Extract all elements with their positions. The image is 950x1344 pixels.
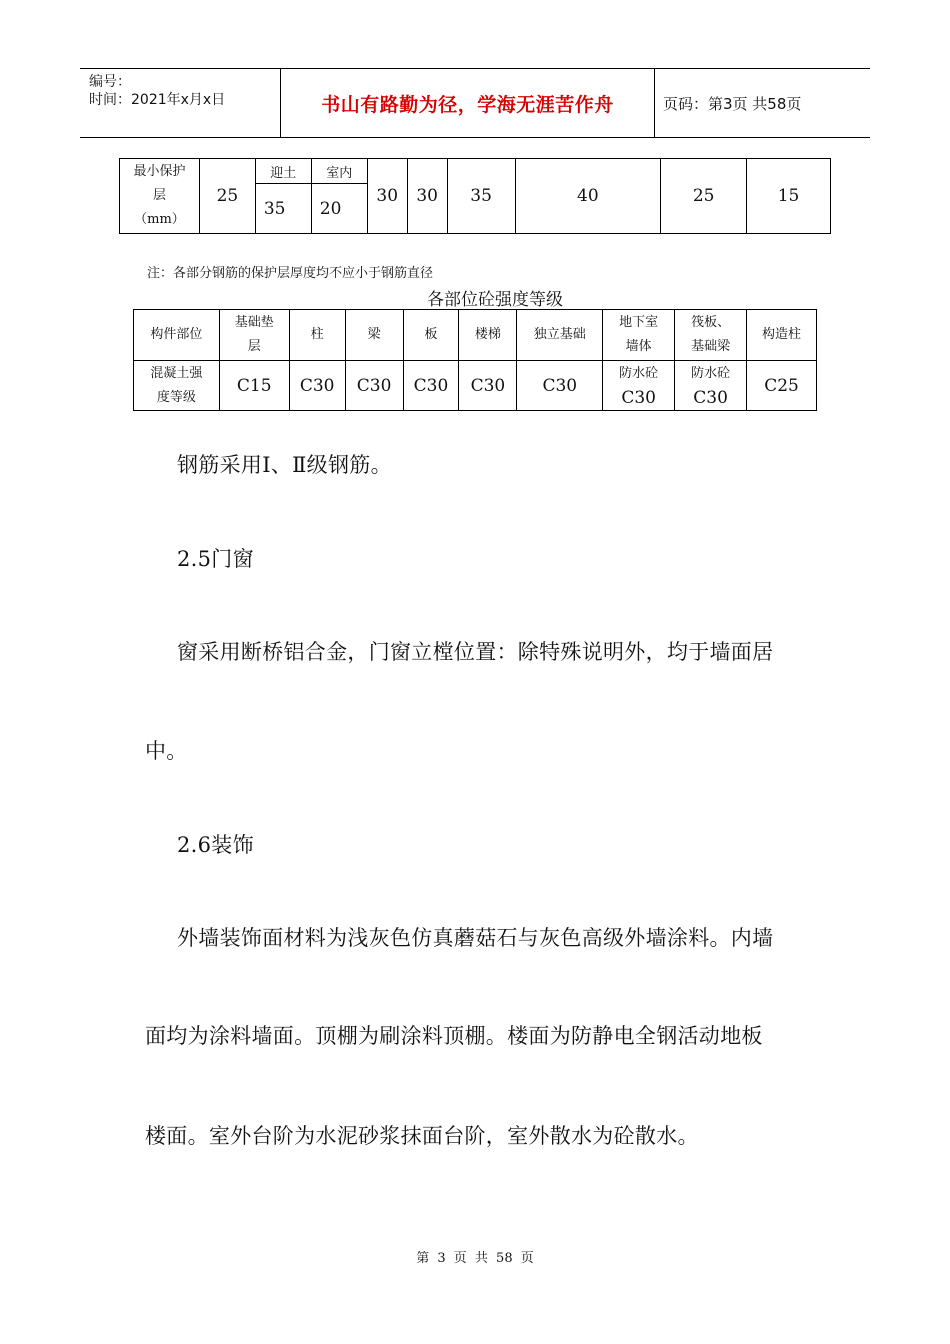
sub-header-cell: 迎土 — [255, 159, 311, 184]
time-label: 时间：2021年x月x日 — [89, 92, 226, 108]
header-cell: 楼梯 — [459, 310, 517, 361]
paragraph-rebar: 钢筋采用Ⅰ、Ⅱ级钢筋。 — [177, 453, 392, 477]
header-cell: 独立基础 — [517, 310, 603, 361]
table-cell: 30 — [407, 159, 447, 234]
header-cell: 板 — [403, 310, 459, 361]
grade-cell: C30 — [459, 361, 517, 411]
grade-line: 防水砼 — [619, 365, 659, 381]
sub-value-cell: 35 — [255, 184, 311, 234]
paragraph-decoration-line3: 楼面。室外台阶为水泥砂浆抹面台阶，室外散水为砼散水。 — [145, 1124, 699, 1148]
row-label-line2: 层 — [152, 188, 166, 203]
table-note: 注：各部分钢筋的保护层厚度均不应小于钢筋直径 — [147, 266, 434, 281]
row-label-line3: （mm） — [134, 212, 185, 227]
row-label-line: 混凝土强 — [150, 365, 203, 381]
header-motto-cell — [281, 69, 655, 137]
section-heading-2-5: 2.5门窗 — [177, 547, 254, 571]
grade-cell — [675, 361, 747, 411]
sub-value-cell: 20 — [311, 184, 367, 234]
grade-line: C30 — [621, 387, 656, 408]
table-cell: 30 — [367, 159, 407, 234]
header-meta — [80, 69, 281, 137]
grade-cell: C25 — [747, 361, 817, 411]
header-motto: 书山有路勤为径，学海无涯苦作舟 — [321, 93, 614, 116]
paragraph-windows-line2: 中。 — [145, 739, 188, 763]
header-cell: 构件部位 — [134, 310, 220, 361]
paragraph-decoration-line1: 外墙装饰面材料为浅灰色仿真蘑菇石与灰色高级外墙涂料。内墙 — [177, 926, 774, 950]
protective-layer-table — [119, 158, 831, 234]
paragraph-windows-line1: 窗采用断桥铝合金，门窗立樘位置：除特殊说明外，均于墙面居 — [177, 640, 774, 664]
page-code: 页码：第3页 共58页 — [663, 94, 802, 113]
grade-cell — [603, 361, 675, 411]
header-line: 基础垫 — [234, 315, 274, 330]
grade-line: 防水砼 — [691, 365, 731, 381]
grade-cell: C30 — [403, 361, 459, 411]
header-line: 墙体 — [625, 339, 652, 354]
row-label-cell — [120, 159, 200, 234]
header-cell: 梁 — [345, 310, 403, 361]
concrete-grade-table — [133, 309, 817, 411]
header-cell: 柱 — [289, 310, 345, 361]
header-line: 层 — [247, 339, 261, 354]
table-cell: 15 — [747, 159, 831, 234]
table-title: 各部位砼强度等级 — [427, 290, 563, 310]
header-cell — [675, 310, 747, 361]
grade-cell: C30 — [345, 361, 403, 411]
row-label-line1: 最小保护 — [133, 164, 186, 179]
page-header — [80, 68, 870, 138]
header-line: 基础梁 — [691, 339, 731, 354]
table-cell: 35 — [447, 159, 515, 234]
row-label-cell — [134, 361, 220, 411]
grade-cell: C30 — [517, 361, 603, 411]
table-cell: 25 — [199, 159, 255, 234]
header-line: 筏板、 — [691, 315, 731, 330]
sub-header-cell: 室内 — [311, 159, 367, 184]
header-line: 地下室 — [619, 315, 659, 330]
grade-line: C30 — [693, 387, 728, 408]
section-heading-2-6: 2.6装饰 — [177, 833, 254, 857]
number-label: 编号： — [89, 74, 131, 90]
page-footer: 第 3 页 共 58 页 — [416, 1251, 534, 1266]
table-cell: 25 — [661, 159, 747, 234]
header-page-code — [663, 69, 870, 137]
header-cell: 构造柱 — [747, 310, 817, 361]
grade-cell: C15 — [219, 361, 289, 411]
paragraph-decoration-line2: 面均为涂料墙面。顶棚为刷涂料顶棚。楼面为防静电全钢活动地板 — [145, 1024, 763, 1048]
row-label-line: 度等级 — [156, 389, 196, 405]
table-cell: 40 — [515, 159, 661, 234]
header-cell — [219, 310, 289, 361]
header-cell — [603, 310, 675, 361]
grade-cell: C30 — [289, 361, 345, 411]
